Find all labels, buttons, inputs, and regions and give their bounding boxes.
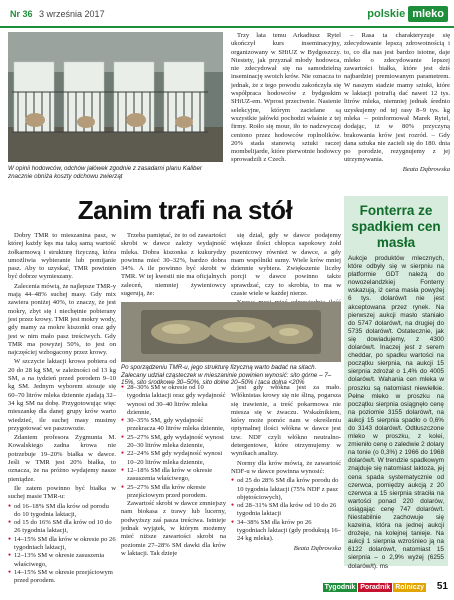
photo2-caption: Po sporządzeniu TMR-u, jego strukturę fizyczną warto badać na sitach. Zalecany udział cząsteczek w mieszaninie powinien wynosić: sito górne – 7–15%, sito środkowe 30–50%, sito dolne 20–50% i taca dolna <20% — [121, 364, 332, 386]
article-col2-intro: Trzeba pamiętać, że to od zawartości skrobi w dawce zależy wydajność mleka. Dobra kiszonka z kukurydzy powinna mieć 30–32%, bardzo dobra 34%. A ile powinno być skrobi w TMR. W tej kwestii nie ma oficjalnych zaleceń, niemniej żywieniowcy sugerują, że: — [121, 232, 226, 298]
list-item: ● od 16–18% SM dla krów od porodu do 10 tygodnia laktacji, — [8, 503, 116, 520]
ndf-list — [231, 477, 341, 543]
list-item: ● 25–27% SM, gdy wydajność wynosi 20–30 litrów mleka dziennie, — [121, 434, 226, 451]
section-brand — [367, 5, 448, 23]
top-article-author: Beata Dąbrowska — [402, 165, 450, 173]
article-col3-bottom — [231, 384, 341, 553]
list-item: ● 14–15% SM w okresie przejściowym przed porodem. — [8, 569, 116, 586]
article-author: Beata Dąbrowska — [293, 544, 341, 552]
sidebar-box — [344, 196, 448, 570]
page-header — [0, 0, 454, 28]
article-col2-bottom — [121, 384, 226, 559]
calf-hutches-illustration — [8, 32, 223, 162]
list-item: ● od 25 do 28% SM dla krów porodu do 10 tygodnia laktacji (75% NDF z pasz objętościowych), — [231, 477, 341, 502]
top-article-col3-text: – Rasa ta charakteryzuje się zdecydowanie lepszą zdrowotnością i to, co dla nas jest bardzo istotne, daje mleko o zdecydowanie lepszej zawartości białka, które jest dziś najbardziej premiowanym parametrem. W naszym stadzie mamy sztuki, które w laktacji potrafią dać nawet 12 tys. litrów mleka, niemniej jednak średnio uzyskujemy od tej rasy 8–9 tys. kg mleka – poinformował Marek Rytel, dodając, iż w 80% przyczyną brakowania krów jest rozród. – Gdy dana sztuka nie zacieli się do 180. dnia po porodzie, rezygnujemy z jej utrzymywania. — [344, 32, 450, 164]
page-footer — [0, 578, 454, 600]
header-rule — [0, 26, 454, 28]
top-article-col2-text: Trzy lata temu Arkadiusz Rytel ukończył kurs inseminacyjny, organizowany w SHiUZ w Bydgoszczy. Niestety, jak przyznał młody hodowca, nie zdecydował się na samodzielną inseminację swoich krów. Nie oznacza to jednak, że z tego powodu zakończyła się współpraca hodowców z bydgoskim SHiUZ-em. Wprost przeciwnie. Nasienie selekcyjne, którym zacielane są wszystkie jałówki pochodzi właśnie z tej firmy. Roiło się mour, iło to nadzwyczaj ceniono przez hodowców roplnolików. 20% stada stanowią sztuki raczej mombelijarde, które pierwotnie hodowcy sprowadzili z Czech. — [231, 32, 341, 164]
list-item: ● od 28–31% SM dla krów od 10 do 26 tygodnia laktacji — [231, 502, 341, 519]
tmr-feed-photo — [121, 302, 341, 362]
article-col1-para4: Zdaniem profesora Zygmunta M. Kowalskiego zadna krowa nie potrzebuje 19–20% białka w dawce. Jeśli w TMR jest 20% białka, to oznacza, że na próżno wydajemy nasze pieniądze. — [8, 434, 116, 483]
list-item: ● 28–30% SM w okresie od 10 tygodnia laktacji oraz gdy wydajność wynosi od 30–40 litrów mleka dziennie, — [121, 384, 226, 417]
list-item: ● 14–15% SM dla krów w okresie po 26 tygodniach laktacji, — [8, 536, 116, 553]
sidebar-text: Aukcje produktów mlecznych, które odbyły się w sierpniu na platformie GDT należą do nowozelandzkiej Fonterry wskazują, iż cena masła powyżej 6 tys. dolarów/t nie jest akceptowana przez rynek. Na pierwszej aukcji masło staniało do 5747 dolarów/t, na drugiej do 5735 dolarów/t. Ostatecznie, jak się dowiadujemy, z 4300 dolarów/t. Inaczej jest z serem cheddar, po spadku wartości na początku sierpnia, na aukcji 15 sierpnia zdrożał o 1,4% do 4005 dolarów/t. Wahania cen mleka w proszku są natomiast niewielkie. Pełne mleko w proszku na początku sierpnia osiągnęło cenę na poziomie 3155 dolarów/t, na aukcji 15 sierpnia spadło o 0,6% do 3143 dolarów/t. Odtłuszczone mleko w proszku, z kolei, zmieniło cenę o zaledwie 2 dolary na tonie (o 0,3%) z 1966 do 1968 dolarów/t. W trendzie spadkowym znajduje się natomiast laktoza, jej cena spada systematycznie od czerwca, pomiędzy aukcją z 20 czerwca a 15 sierpnia straciła na wartości ponad 220 dolarów, osiągając cenę 747 dolarów/t. Niestabilnie zachowuje się kazeina, która na jednej aukcji drożeje, na kolejnej tanieje. Na aukcji 1 sierpnia wzrośnieo ją na 6122 dolarów/t, natomiast 15 sierpnia – o 2,9% wyżej (6255 dolarów/t). ms — [348, 255, 444, 570]
list-item: ● 12–13% SM w okresie zasuszenia właściwego, — [8, 552, 116, 569]
brand-prefix: polskie — [367, 8, 406, 20]
list-item: ● 22–24% SM gdy wydajność wynosi 10–20 litrów mleka dziennie, — [121, 450, 226, 467]
publication-word-3: Rolniczy — [395, 584, 424, 591]
issue-number: Nr 36 — [10, 9, 33, 19]
article-col1-para3: W szczycie laktacji krowa pobiera od 20 do 28 kg SM, w zależności od 13 kg SM, a na tydzień przed porodem 9–10 kg SM. Jednym wyborem stosuje się 60–70 litrów mleka dziennie zjadają 32–34 kg SM na dobę. Przygotowując więc mieszankę dla danej grupy krów warto wiedzieć, ile suchej masy musimy przygotować we paszowozie. — [8, 358, 116, 432]
publication-word-1: Tygodnik — [324, 584, 356, 591]
publication-logo — [323, 583, 426, 592]
issue-date: 3 września 2017 — [39, 9, 105, 19]
list-item: ● 34–38% SM dla krów po 26 tygodniach laktacji (gdy produkują 16–24 kg mleka). — [231, 519, 341, 544]
article-col3-intro: się dział, gdy w dawce podajemy większe ilości chłopca sapokowy żołd pszenicowy również w dawce, a gdy mam wspólniki sumy. Wiele krów mniej dziennie wybiera. Zwiększenie liczby porcji w dawce powinno także sprawdzać, czy to skrobia, to ma w czasie wiele w każdej nierze. — [231, 232, 341, 298]
article-col2-bottom-text: Zawartość skrobi w dawce zmniejszy nam biokasa z trawy lub lucerny, podwyższy zaś pasza treściwa. Istnieje jednak wyjątek, w którym możemy mieć niższe zawartości skrobi na poziomie 27–28% SM dawki dla krów w laktacji. Tak dzieje — [121, 500, 226, 557]
article-col3-bottom-para1: jest gdy włókna jest za mało. Włóknistas krowy się nie śliną, pogarsza się trawienie, a treść pokarmowa nie miesza się w żwaczu. Wskaźnikiem, który może pomóc nam w określeniu optymalnej ilości włókna w dawce jest tzw. NDF czyli włókno neutralno-detergentowe, które otrzymujemy w wynikach analizy. — [231, 384, 341, 458]
publication-word-2: Poradnik — [360, 584, 391, 591]
calf-hutches-photo — [8, 32, 223, 162]
article-col1 — [8, 232, 116, 585]
article-col1-para5: Ile zatem powinno być białka w suchej masie TMR-u: — [8, 484, 116, 501]
starch-list — [121, 384, 226, 500]
article-col1-para1: Dobry TMR to mieszanina pasz, w której każdy kęs ma taką samą wartość żołkarmową i strukturę fizyczną, która umożliwia wybieranie lub pomijanie pasz. Aby to uzyskać, TMR powinien być dobrze wymieszany. — [8, 232, 116, 281]
article-col1-para2: Zalecenia mówią, że najlepsze TMR-y mają 44–48% suchej masy. Gdy mix zawiera poniżej 40%, to znaczy, że jest mokry, zbyt się i niechętnie pobierany jest przez krowy. TMR jest mokry wody, gdy mamy za mokre kiszonki oraz gdy jest w nim mało pasz treściwych. Gdy TMR ma powyżej 50%, to jest on najczęściej wzbogacony przez krowy. — [8, 282, 116, 357]
list-item: ● 30–35% SM, gdy wydajność przekracza 40 litrów mleka dziennie, — [121, 417, 226, 434]
brand-box: mleko — [408, 6, 448, 22]
tmr-feed-illustration — [121, 302, 341, 362]
article-col2-top — [121, 232, 226, 299]
top-article-col2 — [231, 32, 341, 166]
list-item: ● 12–18% SM dla krów w okresie zasuszenia właściwego, — [121, 467, 226, 484]
page-number: 51 — [436, 581, 448, 592]
photo1-caption: W opinii hodowców, odchów jałówek zgodnie z zasadami planu Kaliber znacznie obniża koszty odchowu zwierząt — [8, 165, 202, 180]
list-item: ● 25–27% SM dla krów okresie przejściowym przed porodem. — [121, 484, 226, 501]
article-col3-bottom-para2: Normy dla krów mówią, że zawartość NDF-u w dawce powinna wynosić: — [231, 459, 341, 475]
sidebar-title: Fonterra ze spadkiem cen masła — [351, 203, 441, 250]
issue-info — [10, 9, 105, 19]
list-item: ● od 15 do 16% SM dla krów od 10 do 26 tygodnia laktacji, — [8, 519, 116, 536]
protein-list — [8, 503, 116, 586]
article-title: Zanim trafi na stół — [77, 195, 293, 225]
top-article-col3 — [344, 32, 450, 174]
